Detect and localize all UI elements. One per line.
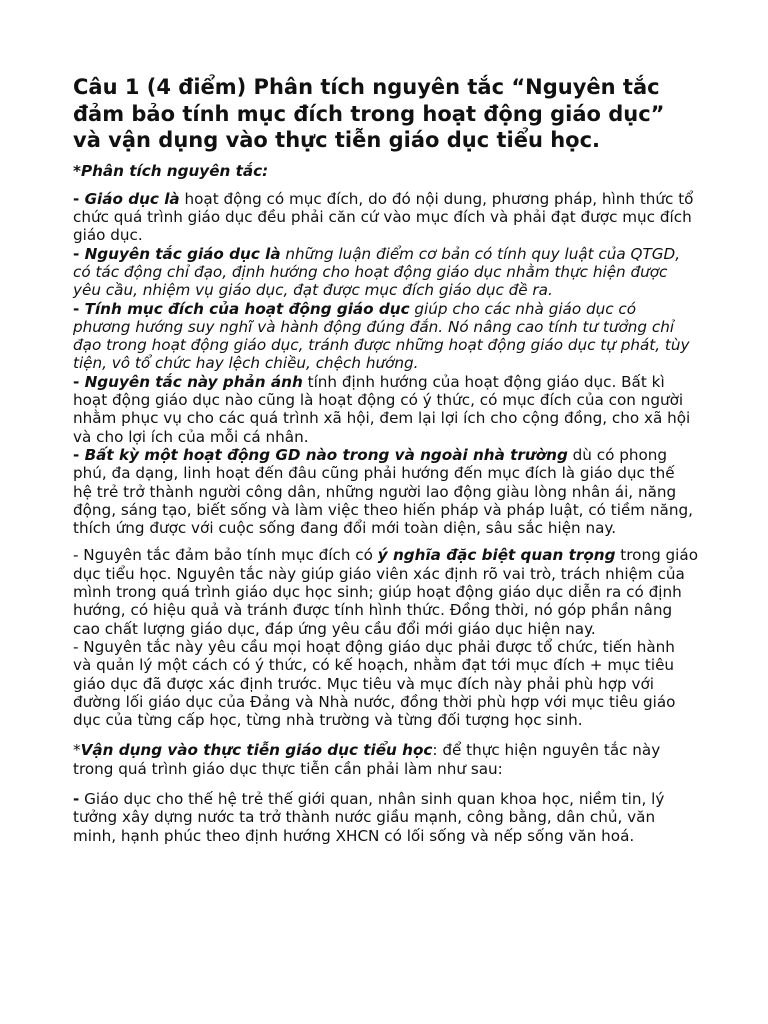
p2-text: những luận điểm cơ bản có tính quy luật của QTGD, có tác động chỉ đạo, định hướng cho hoạt động giáo dục nhằm thực hiện được yêu cầu, nhiệm vụ giáo dục, đạt được mục đích giáo dục đề ra. [73,244,681,300]
paragraph-5 [73,446,698,537]
p5-dash: - [73,445,85,464]
p4-text: tính định hướng của hoạt động giáo dục. Bất kì hoạt động giáo dục nào cũng là hoạt động có ý thức, có mục đích của con người nhằm phục vụ cho các quá trình xã hội, đem lại lợi ích cho cộng đồng, cho xã hội và cho lợi ích của mỗi cá nhân. [73,372,691,446]
p4-term: Nguyên tắc này phản ánh [84,372,303,391]
p2-term: Nguyên tắc giáo dục là [84,244,281,263]
p9-dash: - [73,790,80,808]
p2-dash: - [73,244,85,263]
paragraph-4 [73,373,698,446]
p8-term: Vận dụng vào thực tiễn giáo dục tiểu học [80,741,433,760]
paragraph-2 [73,245,698,300]
p9-text: Giáo dục cho thế hệ trẻ thế giới quan, nhân sinh quan khoa học, niềm tin, lý tưởng xây dựng nước ta trở thành nước giầu mạnh, công bằng, dân chủ, văn minh, hạnh phúc theo định hướng XHCN có lối sống và nếp sống văn hoá. [73,790,665,845]
p4-dash: - [73,372,85,391]
p6-text: trong giáo dục tiểu học. Nguyên tắc này giúp giáo viên xác định rõ vai trò, trách nhiệm của mình trong quá trình giáo dục học sinh; giúp hoạt động giáo dục diễn ra có định hướng, có hiệu quả và tránh được tính hình thức. Đồng thời, nó góp phần nâng cao chất lượng giáo dục, đáp ứng yêu cầu đổi mới giáo dục hiện nay. [73,546,698,638]
paragraph-1 [73,190,698,245]
section-heading-analysis: *Phân tích nguyên tắc: [73,161,269,180]
p3-dash: - [73,299,85,318]
p1-text: hoạt động có mục đích, do đó nội dung, phương pháp, hình thức tổ chức quá trình giáo dục đều phải căn cứ vào mục đích và phải đạt được mục đích giáo dục. [73,189,694,245]
p1-dash: - [73,189,85,208]
p8-text: : để thực hiện nguyên tắc này trong quá trình giáo dục thực tiễn cần phải làm như sau: [73,741,661,778]
paragraph-9 [73,790,698,845]
p1-term: Giáo dục là [84,189,180,208]
paragraph-3 [73,300,698,373]
paragraph-7: - Nguyên tắc này yêu cầu mọi hoạt động giáo dục phải được tổ chức, tiến hành và quản lý một cách có ý thức, có kế hoạch, nhằm đạt tới mục đích + mục tiêu giáo dục đã được xác định trước. Mục tiêu và mục đích này phải phù hợp với đường lối giáo dục của Đảng và Nhà nước, đồng thời phù hợp với mục tiêu giáo dục của từng cấp học, từng nhà trường và từng đối tượng học sinh. [73,637,676,730]
p5-text: dù có phong phú, đa dạng, linh hoạt đến đâu cũng phải hướng đến mục đích là giáo dục thế hệ trẻ trở thành người công dân, những người lao động giàu lòng nhân ái, năng động, sáng tạo, biết sống và làm việc theo hiến pháp và pháp luật, có tiềm năng, thích ứng được với cuộc sống đang đổi mới toàn diện, sâu sắc hiện nay. [73,445,693,538]
paragraph-6 [73,546,698,637]
question-title: Câu 1 (4 điểm) Phân tích nguyên tắc “Nguyên tắc đảm bảo tính mục đích trong hoạt động giáo dục” và vận dụng vào thực tiễn giáo dục tiểu học. [73,75,665,152]
p3-term: Tính mục đích của hoạt động giáo dục [84,299,410,318]
p8-star: * [73,741,81,760]
p6-term: ý nghĩa đặc biệt quan trọng [377,546,616,565]
p3-text: giúp cho các nhà giáo dục có phương hướng suy nghĩ và hành động đúng đắn. Nó nâng cao tính tư tưởng chỉ đạo trong hoạt động giáo dục, tránh được những hoạt động giáo dục tự phát, tùy tiện, vô tổ chức hay lệch chiều, chệch hướng. [73,299,690,373]
p5-term: Bất kỳ một hoạt động GD nào trong và ngoài nhà trường [84,445,568,464]
paragraph-8 [73,741,698,778]
p6-lead: - Nguyên tắc đảm bảo tính mục đích có [73,546,378,565]
document-page [73,74,698,845]
